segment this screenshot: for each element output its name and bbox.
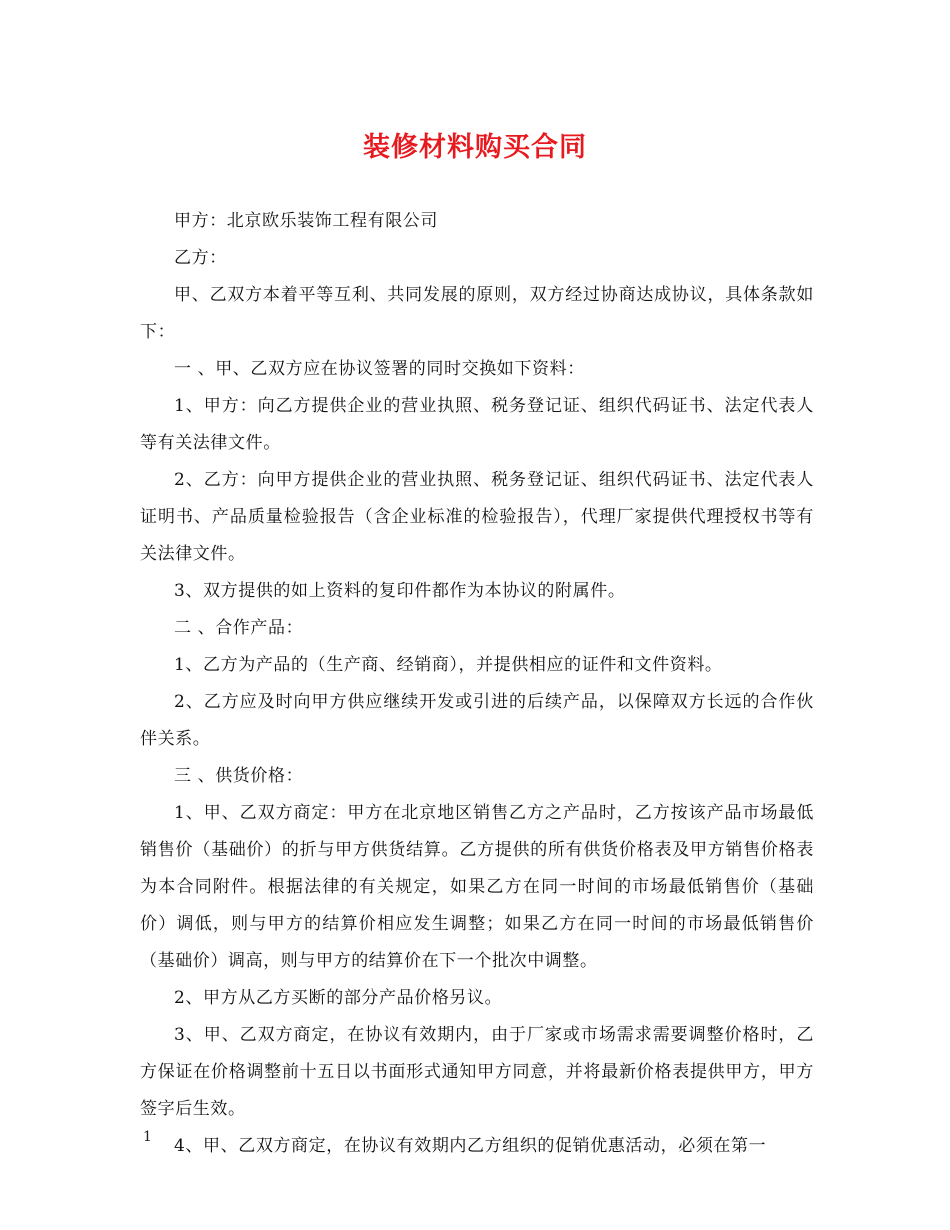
section-heading-1: 一 、甲、乙双方应在协议签署的同时交换如下资料： xyxy=(174,359,585,379)
section-heading-3: 三 、供货价格： xyxy=(174,766,304,786)
document-title: 装修材料购买合同 xyxy=(363,132,587,163)
clause-2-2: 2、乙方应及时向甲方供应继续开发或引进的后续产品，以保障双方长远的合作伙伴关系。 xyxy=(140,692,814,749)
clause-1-3: 3、双方提供的如上资料的复印件都作为本协议的附属件。 xyxy=(174,581,626,601)
clause-1-1: 1、甲方：向乙方提供企业的营业执照、税务登记证、组织代码证书、法定代表人等有关法律文件。 xyxy=(140,396,814,453)
page-number: 1 xyxy=(143,1129,152,1145)
section-heading-2: 二 、合作产品： xyxy=(174,618,304,638)
clause-3-4: 4、甲、乙双方商定，在协议有效期内乙方组织的促销优惠活动，必须在第一 xyxy=(174,1136,767,1156)
paragraph-party-b: 乙方： xyxy=(174,248,227,268)
paragraph-preamble: 甲、乙双方本着平等互利、共同发展的原则，双方经过协商达成协议，具体条款如下： xyxy=(140,285,814,342)
clause-2-1: 1、乙方为产品的（生产商、经销商），并提供相应的证件和文件资料。 xyxy=(174,655,723,675)
contract-body xyxy=(140,203,814,1165)
clause-3-1: 1、甲、乙双方商定：甲方在北京地区销售乙方之产品时，乙方按该产品市场最低销售价（基础价）的折与甲方供货结算。乙方提供的所有供货价格表及甲方销售价格表为本合同附件。根据法律的有关规定，如果乙方在同一时间的市场最低销售价（基础价）调低，则与甲方的结算价相应发生调整；如果乙方在同一时间的市场最低销售价（基础价）调高，则与甲方的结算价在下一个批次中调整。 xyxy=(140,803,814,971)
clause-3-3: 3、甲、乙双方商定，在协议有效期内，由于厂家或市场需求需要调整价格时，乙方保证在价格调整前十五日以书面形式通知甲方同意，并将最新价格表提供甲方，甲方签字后生效。 xyxy=(140,1025,814,1119)
clause-3-2: 2、甲方从乙方买断的部分产品价格另议。 xyxy=(174,988,503,1008)
paragraph-party-a: 甲方：北京欧乐装饰工程有限公司 xyxy=(174,211,438,231)
clause-1-2: 2、乙方：向甲方提供企业的营业执照、税务登记证、组织代码证书、法定代表人证明书、产品质量检验报告（含企业标准的检验报告），代理厂家提供代理授权书等有关法律文件。 xyxy=(140,470,814,564)
